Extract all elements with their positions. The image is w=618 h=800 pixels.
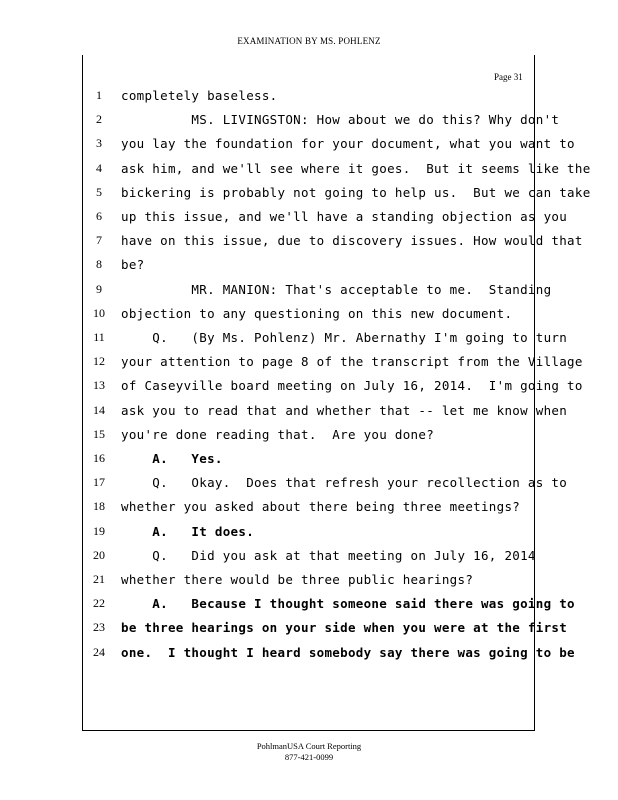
transcript-line: completely baseless. xyxy=(121,88,278,103)
line-number: 15 xyxy=(93,427,105,441)
line-number: 17 xyxy=(93,475,105,489)
line-number: 21 xyxy=(93,572,105,586)
transcript-line: A. It does. xyxy=(121,524,255,539)
line-number: 9 xyxy=(96,282,102,296)
transcript-line: A. Yes. xyxy=(121,451,223,466)
line-number: 16 xyxy=(93,451,105,465)
line-number: 14 xyxy=(93,403,105,417)
transcript-line: you lay the foundation for your document, what you want to xyxy=(121,136,575,151)
transcript-line: Q. Okay. Does that refresh your recollection as to xyxy=(121,475,568,490)
line-number: 24 xyxy=(93,645,105,659)
transcript-line: MS. LIVINGSTON: How about we do this? Why don't xyxy=(121,112,560,127)
transcript-line: whether there would be three public hearings? xyxy=(121,572,474,587)
line-number: 2 xyxy=(96,112,102,126)
line-number: 22 xyxy=(93,596,105,610)
transcript-line: MR. MANION: That's acceptable to me. Standing xyxy=(121,282,552,297)
line-number: 7 xyxy=(96,233,102,247)
transcript-line: be? xyxy=(121,257,145,272)
transcript-line: ask him, and we'll see where it goes. But it seems like the xyxy=(121,161,591,176)
line-number: 19 xyxy=(93,524,105,538)
footer-phone: 877-421-0099 xyxy=(284,752,334,762)
page-number: Page 31 xyxy=(494,72,523,82)
transcript-line: one. I thought I heard somebody say there was going to be xyxy=(121,645,575,660)
transcript-line: up this issue, and we'll have a standing objection as you xyxy=(121,209,568,224)
transcript-line: whether you asked about there being three meetings? xyxy=(121,499,521,514)
line-number: 3 xyxy=(96,136,102,150)
transcript-line: A. Because I thought someone said there was going to xyxy=(121,596,575,611)
line-number: 4 xyxy=(96,161,102,175)
page-header: EXAMINATION BY MS. POHLENZ xyxy=(237,36,381,46)
transcript-line: bickering is probably not going to help us. But we can take xyxy=(121,185,591,200)
transcript-line: objection to any questioning on this new document. xyxy=(121,306,513,321)
transcript-line: Q. (By Ms. Pohlenz) Mr. Abernathy I'm going to turn xyxy=(121,330,568,345)
page-footer xyxy=(0,741,618,763)
line-number: 12 xyxy=(93,354,105,368)
line-number: 20 xyxy=(93,548,105,562)
line-number: 1 xyxy=(96,88,102,102)
transcript-line: you're done reading that. Are you done? xyxy=(121,427,435,442)
line-number: 6 xyxy=(96,209,102,223)
line-number: 5 xyxy=(96,185,102,199)
transcript-line: be three hearings on your side when you were at the first xyxy=(121,620,568,635)
transcript-line: ask you to read that and whether that -- let me know when xyxy=(121,403,568,418)
transcript-line: Q. Did you ask at that meeting on July 16, 2014 xyxy=(121,548,536,563)
transcript-line: your attention to page 8 of the transcript from the Village xyxy=(121,354,583,369)
line-number: 23 xyxy=(93,620,105,634)
line-number: 18 xyxy=(93,499,105,513)
line-number: 11 xyxy=(93,330,105,344)
line-number: 8 xyxy=(96,257,102,271)
line-number: 10 xyxy=(93,306,105,320)
footer-company: PohlmanUSA Court Reporting xyxy=(256,741,362,751)
transcript-line: of Caseyville board meeting on July 16, 2014. I'm going to xyxy=(121,378,583,393)
transcript-line: have on this issue, due to discovery issues. How would that xyxy=(121,233,583,248)
line-number: 13 xyxy=(93,378,105,392)
